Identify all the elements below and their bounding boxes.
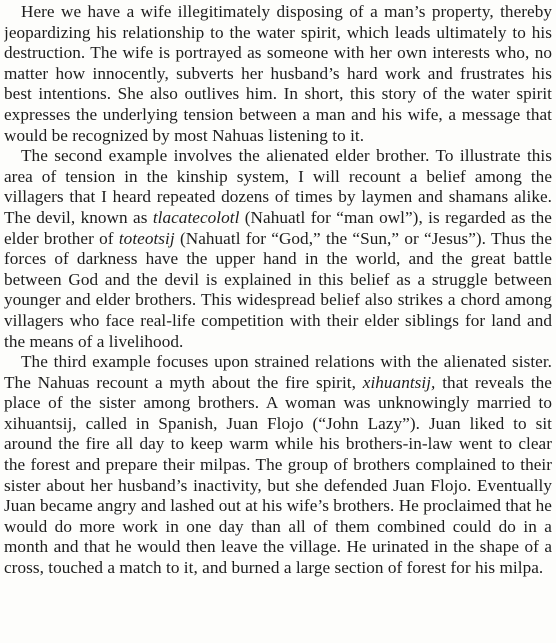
text-run: Here we have a wife illegitimately disposing of a man’s property, thereby jeopardizing his relationship to the water spirit, which leads ultimately to his destruction. The wife is portrayed as someone with her own interests who, no matter how innocently, subverts her husband’s hard work and frustrates his best intentions. She also outlives him. In short, this story of the water spirit expresses the underlying tension between a man and his wife, a message that would be recognized by most Nahuas listening to it.	[4, 2, 552, 145]
text-run: (Nahuatl for “man owl”), is regarded as the elder brother of	[4, 207, 552, 248]
text-run: The second example involves the alienated elder brother. To illustrate this area of tension in the kinship system, I will recount a belief among the villagers that I heard repeated dozens of times by laymen and shamans alike. The devil, known as	[4, 146, 552, 227]
text-run: that reveals the place of the sister among brothers. A woman was unknowingly married to xihuantsij, called in Spanish, Juan Flojo (“John Lazy”). Juan liked to sit around the fire all day to keep warm while his brothers-in-law went to clear the forest and prepare their milpas. The group of brothers complained to their sister about her husband’s inactivity, but she defended Juan Flojo. Eventually Juan became angry and lashed out at his wife’s brothers. He proclaimed that he would do more work in one day than all of them combined could do in a month and that he would then leave the village. He urinated in the shape of a cross, touched a match to it, and burned a large section of forest for his milpa.	[4, 372, 552, 578]
paragraph-elder-brother	[4, 146, 552, 352]
paragraph-alienated-sister	[4, 352, 552, 579]
text-run: (Nahuatl for “God,” the “Sun,” or “Jesus”). Thus the forces of darkness have the upper hand in the world, and the great battle between God and the devil is explained in this belief as a struggle between younger and elder brothers. This widespread belief also strikes a chord among villagers who face real-life competition with their elder siblings for land and the means of a livelihood.	[4, 228, 552, 351]
text-run: The third example focuses upon strained relations with the alienated sister. The Nahuas recount a myth about the fire spirit,	[4, 352, 552, 392]
book-page	[4, 0, 552, 643]
italic-term-xihuantsij: xihuantsij,	[362, 372, 436, 392]
paragraph-wife-water-spirit	[4, 0, 552, 146]
italic-term-tlacatecolotl: tlacatecolotl	[152, 207, 240, 227]
italic-term-toteotsij: toteotsij	[118, 228, 175, 248]
